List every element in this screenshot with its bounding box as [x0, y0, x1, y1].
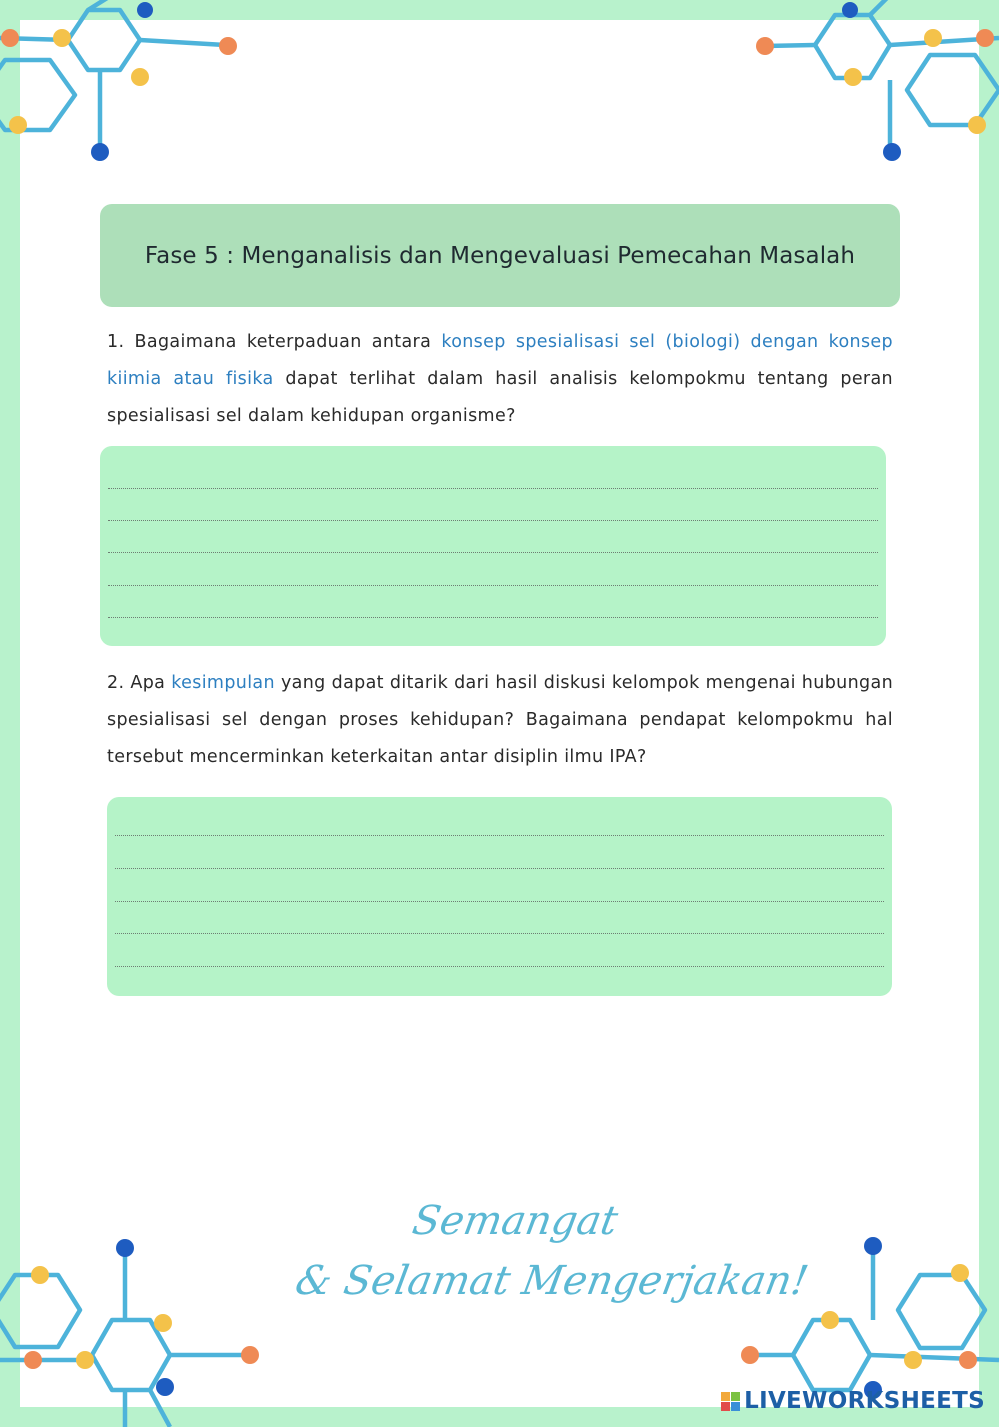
answer-line	[108, 552, 878, 553]
question-1	[107, 324, 893, 435]
liveworksheets-brand[interactable]	[721, 1386, 985, 1416]
molecule-decoration-bottom-right	[730, 1230, 999, 1405]
answer-line	[108, 585, 878, 586]
molecule-decoration-top-right	[745, 0, 999, 170]
answer-line	[108, 520, 878, 521]
question-1-number: 1.	[107, 332, 125, 352]
closing-line-2: & Selamat Mengerjakan!	[291, 1258, 812, 1304]
answer-line	[115, 835, 884, 836]
answer-box-2[interactable]	[107, 797, 892, 996]
closing-line-1: Semangat	[408, 1198, 622, 1244]
answer-box-1[interactable]	[100, 446, 886, 646]
answer-line	[115, 901, 884, 902]
liveworksheets-logo-icon	[721, 1392, 740, 1411]
question-2-text-end: yang dapat ditarik dari hasil diskusi kelompok mengenai hubungan spesialisasi sel dengan proses kehidupan? Bagaimana pendapat kelompokmu hal tersebut mencerminkan keterkaitan antar disiplin ilmu IPA?	[107, 673, 894, 767]
molecule-decoration-bottom-left	[0, 1235, 270, 1427]
brand-name: LIVEWORKSHEETS	[744, 1388, 985, 1414]
question-2-text-start: Apa	[130, 673, 166, 693]
phase-title-box	[100, 204, 900, 307]
answer-line	[115, 868, 884, 869]
question-1-highlight: konsep spesialisasi sel (biologi) dengan konsep kiimia atau fisika	[107, 332, 894, 389]
answer-line	[108, 488, 878, 489]
question-2-number: 2.	[107, 673, 125, 693]
answer-line	[115, 966, 884, 967]
question-1-text-start: Bagaimana keterpaduan antara	[134, 332, 432, 352]
phase-title: Fase 5 : Menganalisis dan Mengevaluasi Pemecahan Masalah	[144, 242, 856, 269]
question-1-text-end: dapat terlihat dalam hasil analisis kelompokmu tentang peran spesialisasi sel dalam kehidupan organisme?	[107, 369, 893, 426]
question-2	[107, 665, 893, 776]
answer-line	[108, 617, 878, 618]
molecule-decoration-top-left	[0, 0, 260, 170]
question-2-highlight: kesimpulan	[171, 673, 275, 693]
answer-line	[115, 933, 884, 934]
